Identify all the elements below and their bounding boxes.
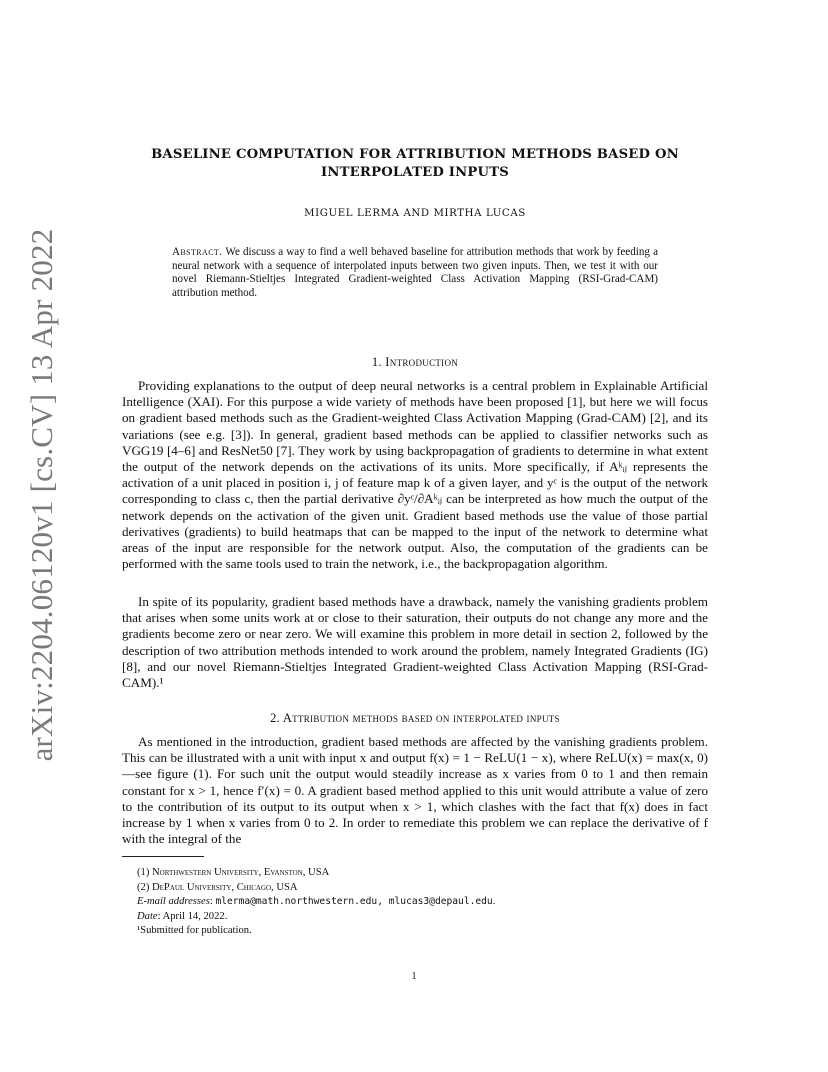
paper-authors: MIGUEL LERMA AND MIRTHA LUCAS — [304, 208, 526, 219]
section-title-attribution-methods — [122, 711, 708, 726]
paper-title: BASELINE COMPUTATION FOR ATTRIBUTION METHODS BASED ON INTERPOLATED INPUTS — [151, 147, 679, 180]
abstract-text: We discuss a way to find a well behaved baseline for attribution methods that work by feeding a neural network with a sequence of interpolated inputs between two given inputs. Then, we test it with our novel Riemann-Stieltjes Integrated Gradient-weighted Class Activation Mapping (RSI-Grad-CAM) attribution method. — [172, 246, 659, 299]
paragraph-intro-1: Providing explanations to the output of deep neural networks is a central problem in Explainable Artificial Intelligence (XAI). For this purpose a wide variety of methods have been proposed [1], but here we will focus on gradient based methods such as the Gradient-weighted Class Activation Mapping (Grad-CAM) [2], and its variations (see e.g. [3]). In general, gradient based methods can be applied to classifier networks such as VGG19 [4–6] and ResNet50 [7]. They work by using backpropagation of gradients to determine in what extent the output of the network depends on the activations of its units. More specifically, if Aᵏᵢⱼ represents the activation of a unit placed in position i, j of feature map k of a given layer, and yᶜ is the output of the network corresponding to class c, then the partial derivative ∂yᶜ/∂Aᵏᵢⱼ can be interpreted as how much the output of the network depends on the activation of the given unit. Gradient based methods use the value of those partial derivatives (gradients) to build heatmaps that can be mapped to the input of the network to determine what areas of the input are responsible for the network output. Also, the computation of the gradients can be performed with the same tools used to train the network, i.e., the backpropagation algorithm. — [122, 378, 708, 572]
section-title-text: 1. Introduction — [371, 355, 459, 369]
abstract-heading: Abstract. — [172, 246, 223, 258]
date-value: April 14, 2022. — [162, 910, 228, 922]
date-label: Date — [137, 910, 158, 922]
section-title-introduction — [122, 355, 708, 370]
affiliation-2: (2) DePaul University, Chicago, USA — [137, 881, 298, 893]
email-addresses: mlerma@math.northwestern.edu, mlucas3@depaul.edu — [215, 896, 493, 908]
section-title-text: 2. Attribution methods based on interpolated inputs — [270, 711, 560, 725]
arxiv-identifier — [21, 228, 63, 762]
abstract — [172, 246, 658, 300]
footnote-rule — [122, 856, 204, 857]
footnotes — [137, 866, 708, 939]
submission-footnote: ¹Submitted for publication. — [137, 925, 252, 937]
email-label: E-mail addresses — [137, 896, 210, 908]
email-line: E-mail addresses: mlerma@math.northwestern.edu, mlucas3@depaul.edu. — [137, 896, 496, 908]
paragraph-section2-1: As mentioned in the introduction, gradient based methods are affected by the vanishing gradients problem. This can be illustrated with a unit with input x and output f(x) = 1 − ReLU(1 − x), where ReLU(x) = max(x, 0)—see figure (1). For such unit the output would steadily increase as x varies from 0 to 1 and then remain constant for x > 1, hence f′(x) = 0. A gradient based method applied to this unit would attribute a value of zero to the contribution of its output to its output when x > 1, which clashes with the fact that f(x) does in fact increase by 1 when x varies from 0 to 2. In order to remediate this problem we can replace the derivative of f with the integral of the — [122, 734, 708, 847]
page-number: 1 — [411, 971, 417, 982]
paragraph-intro-2: In spite of its popularity, gradient based methods have a drawback, namely the vanishing gradients problem that arises when some units work at or close to their saturation, their outputs do not change any more and the gradients become zero or near zero. We will examine this problem in more detail in section 2, followed by the description of two attribution methods intended to work around the problem, namely Integrated Gradients (IG) [8], and our novel Riemann-Stieltjes Integrated Gradient-weighted Class Activation Mapping (RSI-Grad-CAM).¹ — [122, 594, 708, 691]
affiliation-1: (1) Northwestern University, Evanston, USA — [137, 867, 330, 878]
arxiv-identifier-text: arXiv:2204.06120v1 [cs.CV] 13 Apr 2022 — [24, 228, 59, 762]
date-line: Date: April 14, 2022. — [137, 910, 228, 922]
